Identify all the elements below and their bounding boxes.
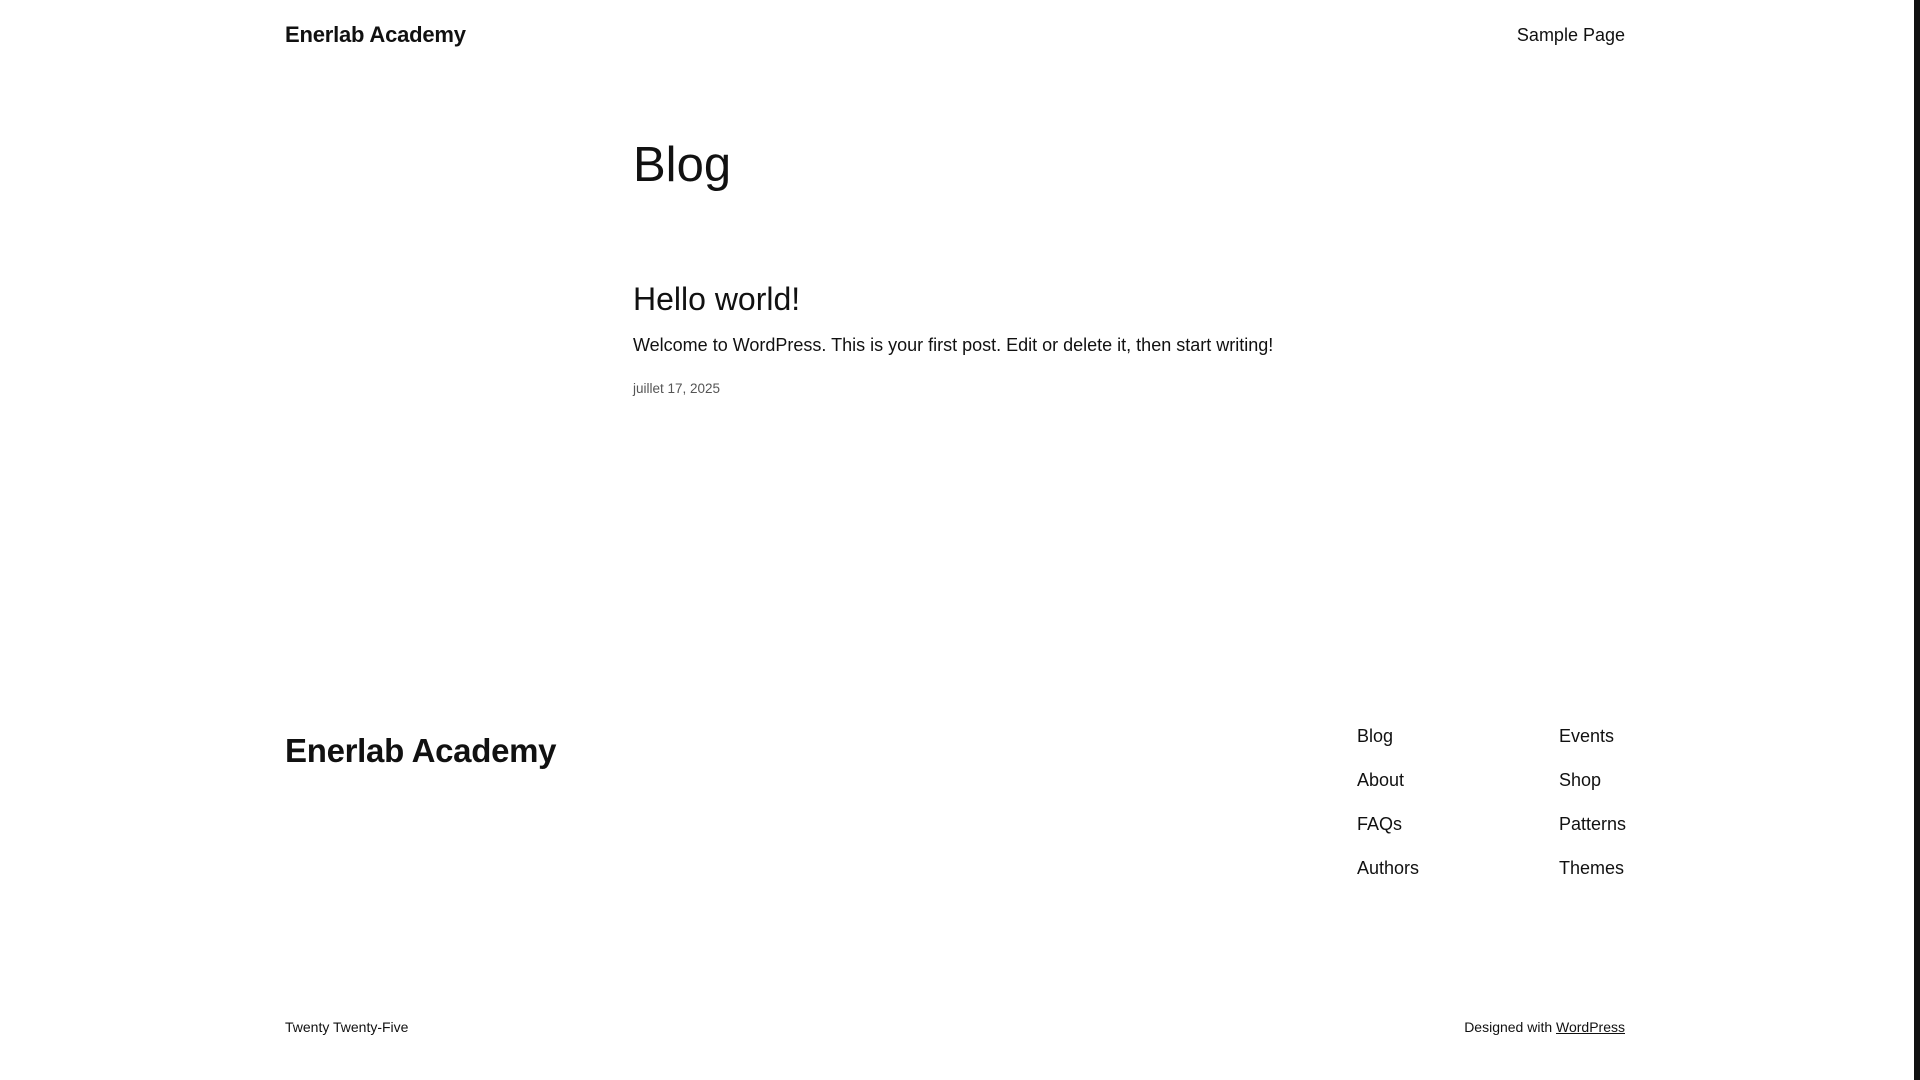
footer-nav-item-events[interactable]: Events [1559, 726, 1615, 746]
post-excerpt: Welcome to WordPress. This is your first post. Edit or delete it, then start writing! [633, 335, 1274, 355]
post-date-link[interactable]: juillet 17, 2025 [633, 381, 721, 396]
post-item [633, 279, 1333, 398]
footer-nav-item-authors[interactable]: Authors [1357, 858, 1420, 878]
footer-bottom-bar [285, 1019, 1625, 1039]
post-title-link[interactable]: Hello world! [633, 281, 801, 317]
credit-prefix: Designed with [1464, 1019, 1553, 1035]
scrollbar[interactable] [1914, 0, 1920, 1080]
theme-name: Twenty Twenty-Five [285, 1019, 409, 1035]
footer-nav-item-themes[interactable]: Themes [1559, 858, 1625, 878]
main-content [633, 135, 1333, 398]
post-heading [633, 279, 1333, 319]
footer-credit [1464, 1019, 1625, 1035]
wordpress-link[interactable]: WordPress [1556, 1019, 1625, 1035]
nav-item-sample-page[interactable]: Sample Page [1516, 25, 1625, 45]
footer-nav-item-faqs[interactable]: FAQs [1357, 814, 1403, 834]
footer-nav-column-1 [1357, 725, 1419, 901]
site-title-link[interactable]: Enerlab Academy [285, 22, 466, 47]
site-header [285, 0, 1625, 70]
footer-site-title-link[interactable]: Enerlab Academy [285, 732, 557, 769]
footer-nav-column-2 [1559, 725, 1626, 901]
footer-nav-item-blog[interactable]: Blog [1357, 726, 1394, 746]
page-title: Blog [633, 138, 732, 192]
footer-nav-item-patterns[interactable]: Patterns [1559, 814, 1627, 834]
footer-nav-item-shop[interactable]: Shop [1559, 770, 1602, 790]
footer-nav-item-about[interactable]: About [1357, 770, 1405, 790]
